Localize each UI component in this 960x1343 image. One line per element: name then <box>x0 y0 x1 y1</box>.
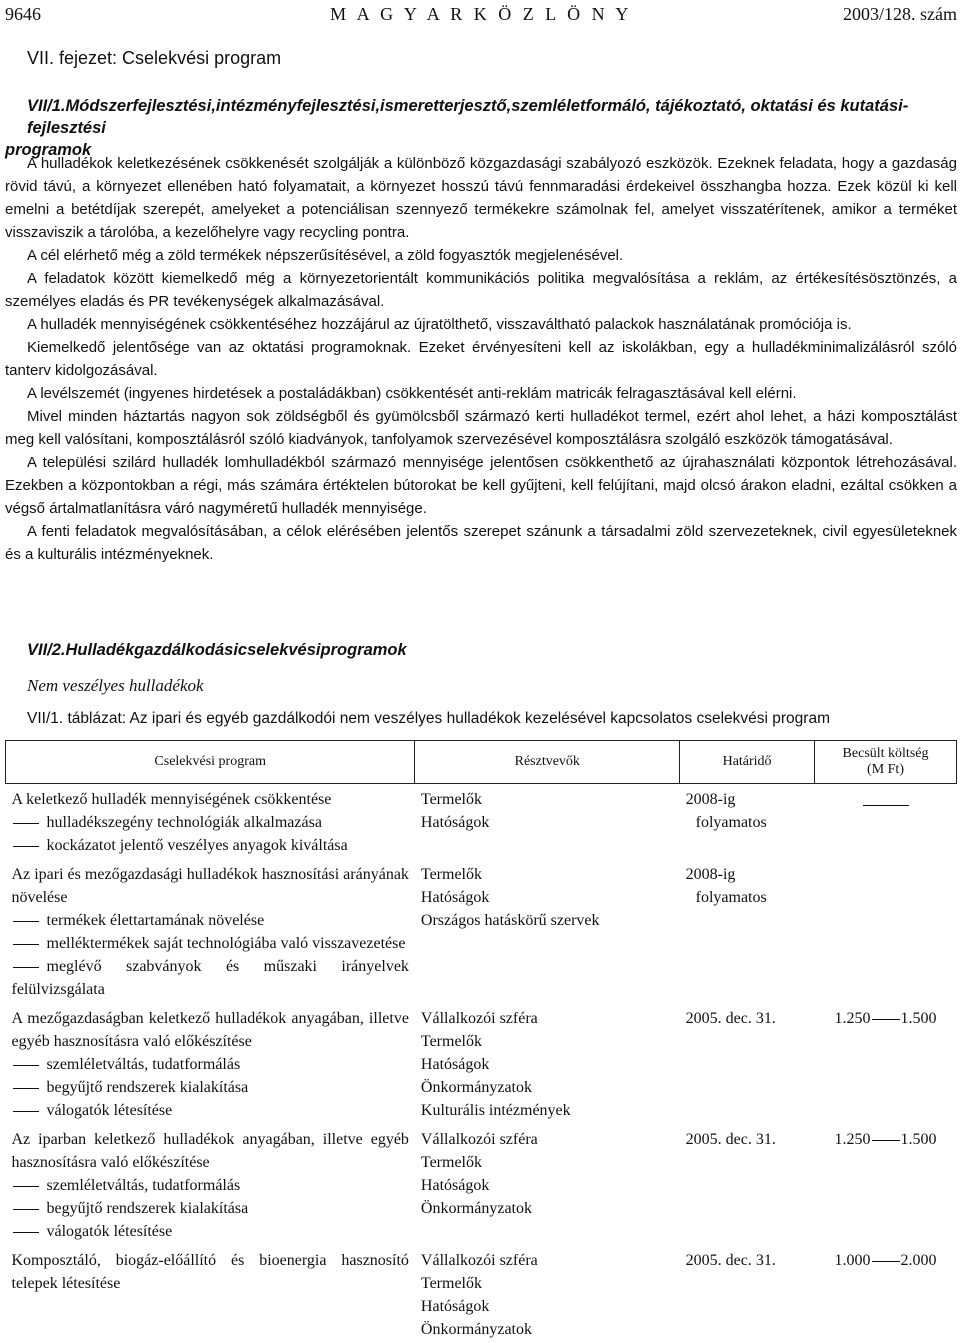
program-text: begyűjtő rendszerek kialakítása <box>47 1200 249 1217</box>
cost-from: 1.250 <box>835 1131 871 1148</box>
section-heading-1-line2: programok <box>5 139 952 161</box>
deadline-value: 2005. dec. 31. <box>686 1007 809 1030</box>
dash-mark <box>13 846 39 847</box>
program-text: Az iparban keletkező hulladékok anyagában, illetve egyéb hasznosításra való előkészítése <box>12 1131 409 1171</box>
paragraph: A levélszemét (ingyenes hirdetések a postaládákban) csökkentését anti-reklám matricák felragasztásával kell elérni. <box>5 382 957 405</box>
cost-cell <box>815 1124 957 1245</box>
program-cell <box>6 1245 415 1343</box>
dash-mark <box>13 823 39 824</box>
table-row <box>6 859 957 1003</box>
cost-from: 1.250 <box>835 1010 871 1027</box>
table-body <box>6 784 957 1343</box>
participant: Hatóságok <box>421 1053 674 1076</box>
deadline-cell <box>680 1003 815 1124</box>
participants-cell <box>415 784 680 860</box>
participant: Kulturális intézmények <box>421 1099 674 1122</box>
dash-mark <box>13 1088 39 1089</box>
header-cost-line2: (M Ft) <box>817 762 954 778</box>
participants-cell <box>415 1124 680 1245</box>
running-header <box>5 4 957 26</box>
table-row <box>6 1003 957 1124</box>
program-text: A keletkező hulladék mennyiségének csökkentése <box>12 791 332 808</box>
program-cell <box>6 784 415 860</box>
program-text: kockázatot jelentő veszélyes anyagok kiváltása <box>47 837 348 854</box>
program-subitem <box>12 1099 409 1122</box>
participant: Vállalkozói szféra <box>421 1128 674 1151</box>
program-cell <box>6 859 415 1003</box>
cost-to: 1.500 <box>901 1010 937 1027</box>
program-subitem <box>12 834 409 857</box>
cost-to: 1.500 <box>901 1131 937 1148</box>
participant: Vállalkozói szféra <box>421 1249 674 1272</box>
paragraph: A cél elérhető még a zöld termékek népszerűsítésével, a zöld fogyasztók megjelenésével. <box>5 244 957 267</box>
program-subitem <box>12 1076 409 1099</box>
dash-mark <box>13 967 39 968</box>
participant: Termelők <box>421 1151 674 1174</box>
program-subitem <box>12 1053 409 1076</box>
participant: Hatóságok <box>421 1174 674 1197</box>
deadline-cell <box>680 1124 815 1245</box>
range-dash <box>872 1140 900 1141</box>
program-text: válogatók létesítése <box>47 1102 173 1119</box>
deadline-cell <box>680 784 815 860</box>
program-item <box>12 1249 409 1295</box>
participant: Önkormányzatok <box>421 1197 674 1220</box>
table-row <box>6 1245 957 1343</box>
dash-mark <box>13 1065 39 1066</box>
no-cost-dash <box>863 805 909 806</box>
paragraph: A feladatok között kiemelkedő még a környezetorientált kommunikációs politika megvalósítása a reklám, az értékesítésösztönzés, a személyes eladás és PR tevékenységek alkalmazásával. <box>5 267 957 313</box>
cost-cell <box>815 1003 957 1124</box>
deadline-value: 2005. dec. 31. <box>686 1128 809 1151</box>
program-item <box>12 1128 409 1174</box>
header-participants: Résztvevők <box>415 741 680 784</box>
program-subitem <box>12 1220 409 1243</box>
participant: Önkormányzatok <box>421 1318 674 1341</box>
participant: Termelők <box>421 788 674 811</box>
deadline-value: folyamatos <box>686 811 809 834</box>
program-item <box>12 1007 409 1053</box>
program-text: Az ipari és mezőgazdasági hulladékok hasznosítási arányának növelése <box>12 866 409 906</box>
range-dash <box>872 1261 900 1262</box>
program-item <box>12 863 409 909</box>
program-subitem <box>12 1197 409 1220</box>
journal-title: M A G Y A R K Ö Z L Ö N Y <box>5 4 957 25</box>
dash-mark <box>13 921 39 922</box>
table-row <box>6 1124 957 1245</box>
paragraph: Kiemelkedő jelentősége van az oktatási programoknak. Ezeket érvényesíteni kell az iskolákban, egy a hulladékminimalizálásról szóló tanterv kidolgozásával. <box>5 336 957 382</box>
deadline-cell <box>680 859 815 1003</box>
participant: Termelők <box>421 863 674 886</box>
cost-cell <box>815 1245 957 1343</box>
program-text: A mezőgazdaságban keletkező hulladékok anyagában, illetve egyéb hasznosításra való előkészítése <box>12 1010 409 1050</box>
program-text: Komposztáló, biogáz-előállító és bioenergia hasznosító telepek létesítése <box>12 1252 409 1292</box>
dash-mark <box>13 944 39 945</box>
section-heading-1-line1: VII/1.Módszerfejlesztési,intézményfejlesztési,ismeretterjesztő,szemléletformáló, tájékoztató, oktatási és kutatási-fejlesztési <box>27 95 952 139</box>
participant: Hatóságok <box>421 811 674 834</box>
table-row <box>6 784 957 860</box>
program-subitem <box>12 1174 409 1197</box>
participant: Termelők <box>421 1272 674 1295</box>
deadline-value: folyamatos <box>686 886 809 909</box>
program-text: begyűjtő rendszerek kialakítása <box>47 1079 249 1096</box>
deadline-value: 2008-ig <box>686 788 809 811</box>
table-caption: VII/1. táblázat: Az ipari és egyéb gazdálkodói nem veszélyes hulladékok kezelésével kapcsolatos cselekvési program <box>27 710 957 728</box>
program-subitem <box>12 909 409 932</box>
cost-cell <box>815 859 957 1003</box>
participant: Termelők <box>421 1030 674 1053</box>
participant: Hatóságok <box>421 886 674 909</box>
table-header-row <box>6 741 957 784</box>
program-subitem <box>12 955 409 1001</box>
paragraph: A fenti feladatok megvalósításában, a célok elérésében jelentős szerepet szánunk a társadalmi zöld szervezeteknek, civil egyesületeknek és a kulturális intézményeknek. <box>5 520 957 566</box>
participants-cell <box>415 859 680 1003</box>
program-cell <box>6 1003 415 1124</box>
section-heading-2: VII/2.Hulladékgazdálkodásicselekvésiprogramok <box>27 641 407 660</box>
dash-mark <box>13 1232 39 1233</box>
paragraph: A hulladékok keletkezésének csökkenését szolgálják a különböző közgazdasági szabályozó eszközök. Ezeknek feladata, hogy a gazdaság rövid távú, a környezet ellenében ható folyamatait, a környezet hosszú távú fennmaradási érdekeivel összhangba hozza. Ezek közül ki kell emelni a betétdíjak szerepét, amelyeket a potenciálisan szennyező termékekre számolnak fel, amelyet visszatérítenek, amikor a terméket visszaviszik a tárolóba, a kezelőhelyre vagy recycling pontra. <box>5 152 957 244</box>
action-program-table <box>5 740 957 1343</box>
deadline-cell <box>680 1245 815 1343</box>
participant: Országos hatáskörű szervek <box>421 909 674 932</box>
header-program: Cselekvési program <box>6 741 415 784</box>
page-number: 9646 <box>5 4 41 25</box>
dash-mark <box>13 1111 39 1112</box>
participant: Önkormányzatok <box>421 1076 674 1099</box>
cost-cell <box>815 784 957 860</box>
deadline-value: 2005. dec. 31. <box>686 1249 809 1272</box>
deadline-value: 2008-ig <box>686 863 809 886</box>
program-text: szemléletváltás, tudatformálás <box>47 1177 241 1194</box>
body-text <box>5 152 957 566</box>
participant: Vállalkozói szféra <box>421 1007 674 1030</box>
header-cost-line1: Becsült költség <box>817 746 954 762</box>
header-deadline: Határidő <box>680 741 815 784</box>
program-text: szemléletváltás, tudatformálás <box>47 1056 241 1073</box>
cost-from: 1.000 <box>835 1252 871 1269</box>
program-subitem <box>12 811 409 834</box>
program-subitem <box>12 932 409 955</box>
program-item <box>12 788 409 811</box>
participants-cell <box>415 1245 680 1343</box>
paragraph: A hulladék mennyiségének csökkentéséhez hozzájárul az újratölthető, visszaváltható palackok használatának promóciója is. <box>5 313 957 336</box>
program-text: melléktermékek saját technológiába való visszavezetése <box>47 935 406 952</box>
program-cell <box>6 1124 415 1245</box>
issue-number: 2003/128. szám <box>843 4 957 25</box>
program-text: termékek élettartamának növelése <box>47 912 265 929</box>
chapter-title: VII. fejezet: Cselekvési program <box>27 48 281 69</box>
range-dash <box>872 1019 900 1020</box>
section-subtitle: Nem veszélyes hulladékok <box>27 676 204 696</box>
program-text: válogatók létesítése <box>47 1223 173 1240</box>
participants-cell <box>415 1003 680 1124</box>
dash-mark <box>13 1209 39 1210</box>
program-text: meglévő szabványok és műszaki irányelvek felülvizsgálata <box>12 958 409 998</box>
dash-mark <box>13 1186 39 1187</box>
participant: Hatóságok <box>421 1295 674 1318</box>
paragraph: A települési szilárd hulladék lomhulladékból származó mennyisége jelentősen csökkenthető az újrahasználati központok létrehozásával. Ezekben a központokban a régi, más számára értéktelen bútorokat be kell gyűjteni, kell felújítani, majd olcsó árakon eladni, ezáltal csökken a végső ártalmatlanításra váró nagyméretű hulladék mennyisége. <box>5 451 957 520</box>
program-text: hulladékszegény technológiák alkalmazása <box>47 814 322 831</box>
cost-to: 2.000 <box>901 1252 937 1269</box>
header-cost <box>815 741 957 784</box>
paragraph: Mivel minden háztartás nagyon sok zöldségből és gyümölcsből származó kerti hulladékot termel, ezért ahol lehet, a házi komposztálást meg kell valósítani, komposztálásról szóló kiadványok, tanfolyamok szervezésével komposztálásra szolgáló eszközök támogatásával. <box>5 405 957 451</box>
